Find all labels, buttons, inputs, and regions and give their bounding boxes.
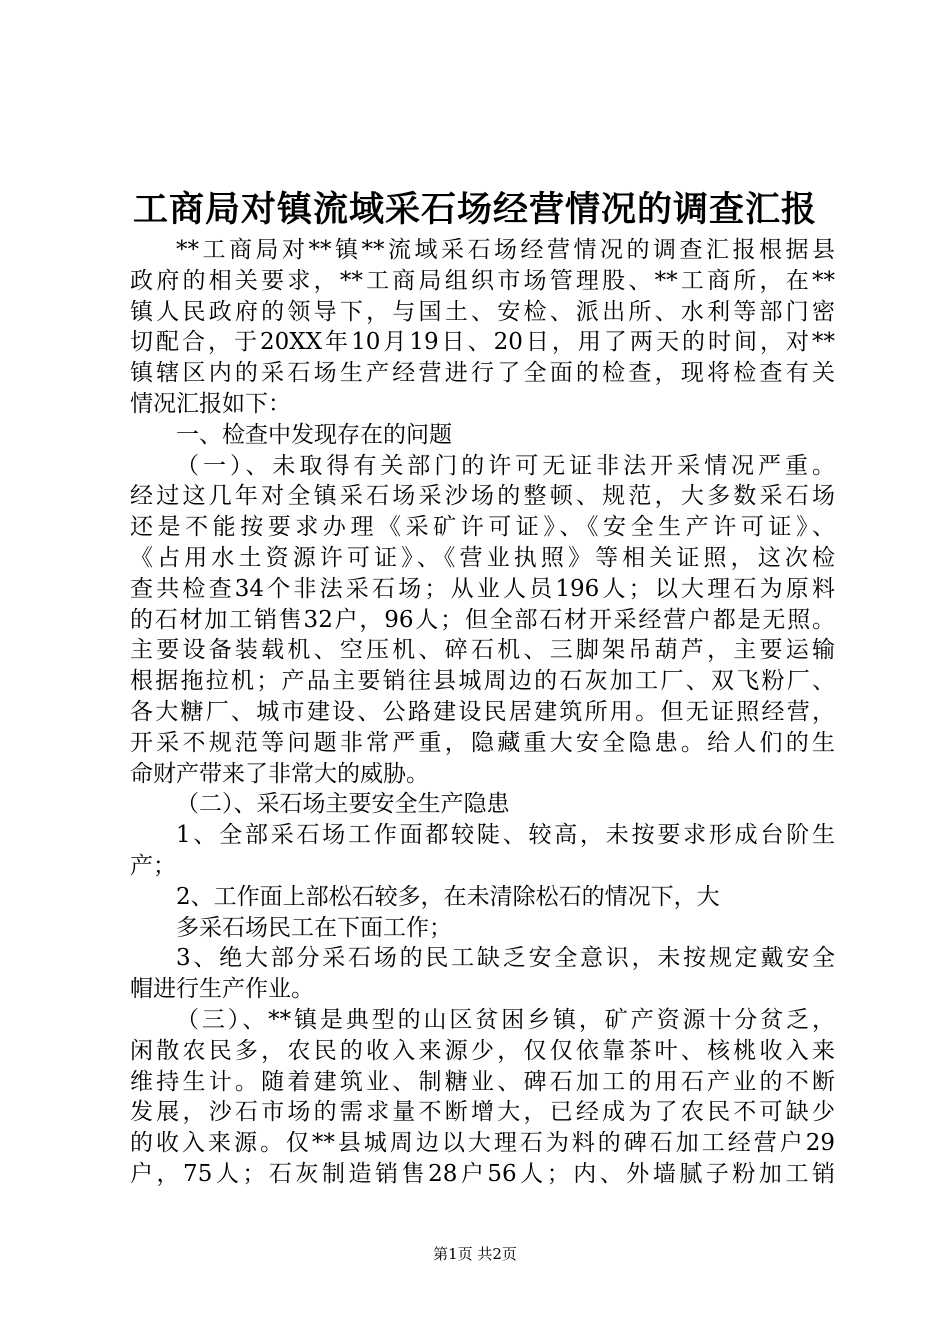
body-line: 查共检查34个非法采石场；从业人员196人；以大理石为原料	[130, 575, 835, 602]
body-line: 切配合，于20XX年10月19日、20日，用了两天的时间，对**	[130, 329, 835, 356]
document-title: 工商局对镇流域采石场经营情况的调查汇报	[132, 189, 817, 230]
list-item: 2、工作面上部松石较多，在未清除松石的情况下，大	[176, 883, 720, 910]
body-line: 还是不能按要求办理《采矿许可证》、《安全生产许可证》、	[130, 514, 835, 541]
body-line: 闲散农民多，农民的收入来源少，仅仅依靠茶叶、核桃收入来	[130, 1037, 835, 1064]
body-line: 维持生计。随着建筑业、制糖业、碑石加工的用石产业的不断	[130, 1068, 835, 1095]
list-item: 3、绝大部分采石场的民工缺乏安全意识，未按规定戴安全	[176, 945, 835, 972]
body-line: 各大糖厂、城市建设、公路建设民居建筑所用。但无证照经营，	[130, 698, 835, 725]
body-line: 《占用水土资源许可证》、《营业执照》等相关证照，这次检	[130, 544, 835, 571]
body-line: 政府的相关要求，**工商局组织市场管理股、**工商所，在**	[130, 267, 835, 294]
subsection-heading: （一）、未取得有关部门的许可无证非法开采情况严重。	[176, 452, 835, 479]
body-line: 的收入来源。仅**县城周边以大理石为料的碑石加工经营户29	[130, 1130, 835, 1157]
body-line: 的石材加工销售32户，96人；但全部石材开采经营户都是无照。	[130, 606, 835, 633]
body-line: 情况汇报如下：	[130, 390, 291, 417]
document-body	[130, 235, 835, 1190]
list-item-continuation: 帽进行生产作业。	[130, 976, 314, 1003]
body-line: 镇辖区内的采石场生产经营进行了全面的检查，现将检查有关	[130, 360, 835, 387]
page-number: 第1页 共2页	[433, 1245, 517, 1263]
body-line: 主要设备装载机、空压机、碎石机、三脚架吊葫芦，主要运输	[130, 637, 835, 664]
body-line: **工商局对**镇**流域采石场经营情况的调查汇报根据县	[176, 237, 835, 263]
subsection-heading: （三）、**镇是典型的山区贫困乡镇，矿产资源十分贫乏，	[176, 1006, 835, 1033]
section-heading: 一、检查中发现存在的问题	[176, 421, 452, 448]
body-line: 根据拖拉机；产品主要销往县城周边的石灰加工厂、双飞粉厂、	[130, 668, 835, 695]
subsection-heading: （二）、采石场主要安全生产隐患	[176, 791, 510, 818]
body-line: 命财产带来了非常大的威胁。	[130, 760, 429, 787]
body-line: 户，75人；石灰制造销售28户56人；内、外墙腻子粉加工销	[130, 1160, 835, 1187]
list-item: 1、全部采石场工作面都较陡、较高，未按要求形成台阶生	[176, 822, 835, 849]
body-line: 开采不规范等问题非常严重，隐藏重大安全隐患。给人们的生	[130, 729, 835, 756]
list-item-continuation: 多采石场民工在下面工作；	[176, 914, 452, 941]
body-line: 发展，沙石市场的需求量不断增大，已经成为了农民不可缺少	[130, 1099, 835, 1126]
body-line: 经过这几年对全镇采石场采沙场的整顿、规范，大多数采石场	[130, 483, 835, 510]
list-item-continuation: 产；	[130, 852, 176, 879]
body-line: 镇人民政府的领导下，与国土、安检、派出所、水利等部门密	[130, 298, 835, 325]
